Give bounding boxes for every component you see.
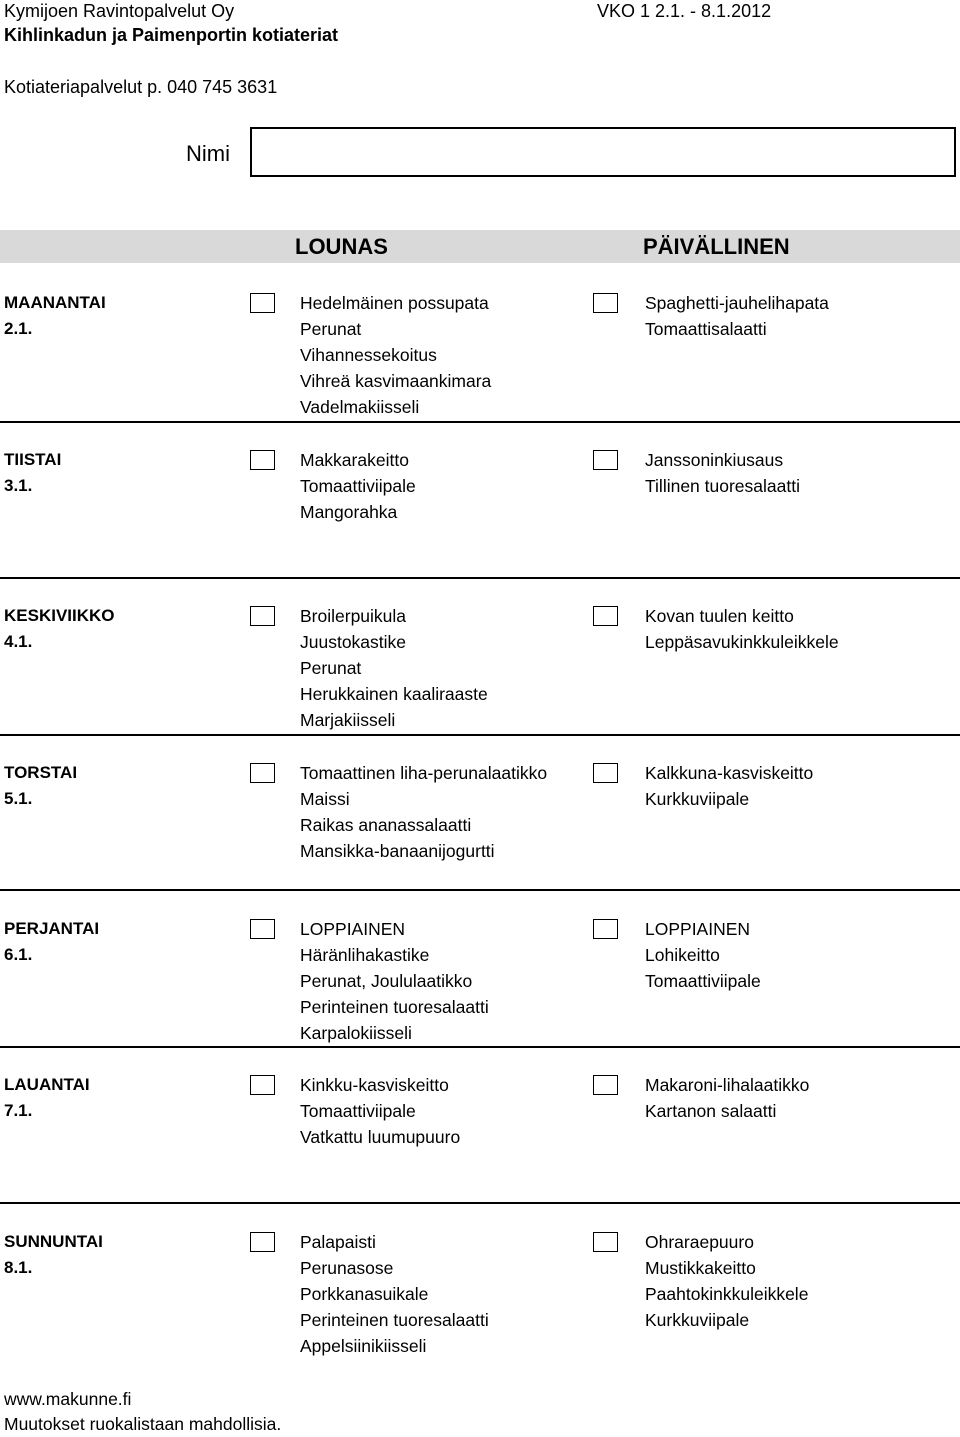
menu-item: Tomaattinen liha-perunalaatikko <box>300 763 548 783</box>
menu-item: Vihreä kasvimaankimara <box>300 371 492 391</box>
lunch-menu <box>300 447 416 525</box>
separator-line <box>0 421 960 423</box>
menu-item: Mustikkakeitto <box>645 1258 756 1278</box>
dinner-menu <box>645 1072 809 1124</box>
menu-item: Kalkkuna-kasviskeitto <box>645 763 814 783</box>
menu-item: LOPPIAINEN <box>645 919 751 939</box>
menu-item: Tomaattisalaatti <box>645 319 767 339</box>
lunch-checkbox[interactable] <box>250 1075 275 1095</box>
day-name: KESKIVIIKKO <box>4 606 115 625</box>
lunch-checkbox[interactable] <box>250 763 275 783</box>
lunch-menu <box>300 760 547 864</box>
menu-item: Appelsiinikiisseli <box>300 1336 427 1356</box>
changes-note: Muutokset ruokalistaan mahdollisia. <box>4 1414 282 1434</box>
lunch-menu <box>300 1229 489 1359</box>
dinner-menu <box>645 290 829 342</box>
name-label: Nimi <box>186 141 230 166</box>
company-name: Kymijoen Ravintopalvelut Oy <box>4 1 235 21</box>
menu-item: Makkarakeitto <box>300 450 409 470</box>
dinner-checkbox[interactable] <box>593 293 618 313</box>
menu-item: Broilerpuikula <box>300 606 407 626</box>
lunch-checkbox[interactable] <box>250 919 275 939</box>
menu-item: LOPPIAINEN <box>300 919 406 939</box>
day-name: SUNNUNTAI <box>4 1232 103 1251</box>
separator-line <box>0 1202 960 1204</box>
menu-item: Häränlihakastike <box>300 945 430 965</box>
menu-item: Mansikka-banaanijogurtti <box>300 841 495 861</box>
lunch-column-header: LOUNAS <box>295 234 388 259</box>
separator-line <box>0 889 960 891</box>
menu-item: Makaroni-lihalaatikko <box>645 1075 810 1095</box>
contact-phone: Kotiateriapalvelut p. 040 745 3631 <box>4 77 278 97</box>
lunch-checkbox[interactable] <box>250 1232 275 1252</box>
day-date: 5.1. <box>4 789 33 808</box>
menu-item: Vadelmakiisseli <box>300 397 420 417</box>
lunch-menu <box>300 290 491 420</box>
menu-item: Kovan tuulen keitto <box>645 606 794 626</box>
menu-item: Ohraraepuuro <box>645 1232 754 1252</box>
lunch-checkbox[interactable] <box>250 450 275 470</box>
dinner-checkbox[interactable] <box>593 919 618 939</box>
menu-item: Vatkattu luumupuuro <box>300 1127 461 1147</box>
day-date: 7.1. <box>4 1101 33 1120</box>
menu-item: Raikas ananassalaatti <box>300 815 472 835</box>
menu-item: Juustokastike <box>300 632 407 652</box>
menu-item: Lohikeitto <box>645 945 720 965</box>
menu-item: Tillinen tuoresalaatti <box>645 476 800 496</box>
separator-line <box>0 577 960 579</box>
menu-item: Perunasose <box>300 1258 394 1278</box>
separator-line <box>0 734 960 736</box>
day-name: PERJANTAI <box>4 919 100 938</box>
menu-item: Tomaattiviipale <box>300 1101 416 1121</box>
menu-item: Mangorahka <box>300 502 398 522</box>
menu-item: Porkkanasuikale <box>300 1284 429 1304</box>
menu-item: Janssoninkiusaus <box>645 450 784 470</box>
dinner-menu <box>645 916 761 994</box>
menu-item: Kartanon salaatti <box>645 1101 777 1121</box>
day-date: 8.1. <box>4 1258 33 1277</box>
day-name: MAANANTAI <box>4 293 106 312</box>
lunch-menu <box>300 1072 460 1150</box>
dinner-checkbox[interactable] <box>593 1075 618 1095</box>
dinner-menu <box>645 1229 808 1333</box>
dinner-checkbox[interactable] <box>593 763 618 783</box>
menu-item: Karpalokiisseli <box>300 1023 412 1043</box>
dinner-checkbox[interactable] <box>593 450 618 470</box>
day-date: 3.1. <box>4 476 33 495</box>
dinner-menu <box>645 447 800 499</box>
menu-item: Perunat <box>300 658 362 678</box>
dinner-checkbox[interactable] <box>593 1232 618 1252</box>
week-label: VKO 1 2.1. - 8.1.2012 <box>597 1 772 21</box>
separator-line <box>0 1046 960 1048</box>
menu-item: Maissi <box>300 789 350 809</box>
menu-item: Spaghetti-jauhelihapata <box>645 293 829 313</box>
dinner-menu <box>645 603 839 655</box>
menu-item: Herukkainen kaaliraaste <box>300 684 488 704</box>
lunch-menu <box>300 916 489 1046</box>
menu-item: Perinteinen tuoresalaatti <box>300 1310 489 1330</box>
day-name: TORSTAI <box>4 763 78 782</box>
unit-title: Kihlinkadun ja Paimenportin kotiateriat <box>4 25 339 45</box>
menu-item: Kinkku-kasviskeitto <box>300 1075 449 1095</box>
day-name: LAUANTAI <box>4 1075 90 1094</box>
website-link[interactable]: www.makunne.fi <box>4 1389 132 1409</box>
menu-item: Palapaisti <box>300 1232 376 1252</box>
menu-item: Leppäsavukinkkuleikkele <box>645 632 839 652</box>
menu-item: Kurkkuviipale <box>645 1310 750 1330</box>
menu-item: Paahtokinkkuleikkele <box>645 1284 809 1304</box>
menu-item: Perinteinen tuoresalaatti <box>300 997 489 1017</box>
menu-item: Kurkkuviipale <box>645 789 750 809</box>
menu-item: Vihannessekoitus <box>300 345 437 365</box>
dinner-column-header: PÄIVÄLLINEN <box>643 234 790 259</box>
name-field[interactable] <box>250 127 956 177</box>
menu-item: Perunat, Joululaatikko <box>300 971 473 991</box>
dinner-checkbox[interactable] <box>593 606 618 626</box>
column-header-band <box>0 230 960 263</box>
menu-item: Hedelmäinen possupata <box>300 293 489 313</box>
day-date: 4.1. <box>4 632 33 651</box>
day-date: 6.1. <box>4 945 33 964</box>
menu-item: Tomaattiviipale <box>300 476 416 496</box>
menu-item: Marjakiisseli <box>300 710 396 730</box>
dinner-menu <box>645 760 813 812</box>
day-date: 2.1. <box>4 319 33 338</box>
lunch-checkbox[interactable] <box>250 606 275 626</box>
menu-item: Tomaattiviipale <box>645 971 761 991</box>
day-name: TIISTAI <box>4 450 62 469</box>
lunch-checkbox[interactable] <box>250 293 275 313</box>
menu-item: Perunat <box>300 319 362 339</box>
lunch-menu <box>300 603 488 733</box>
